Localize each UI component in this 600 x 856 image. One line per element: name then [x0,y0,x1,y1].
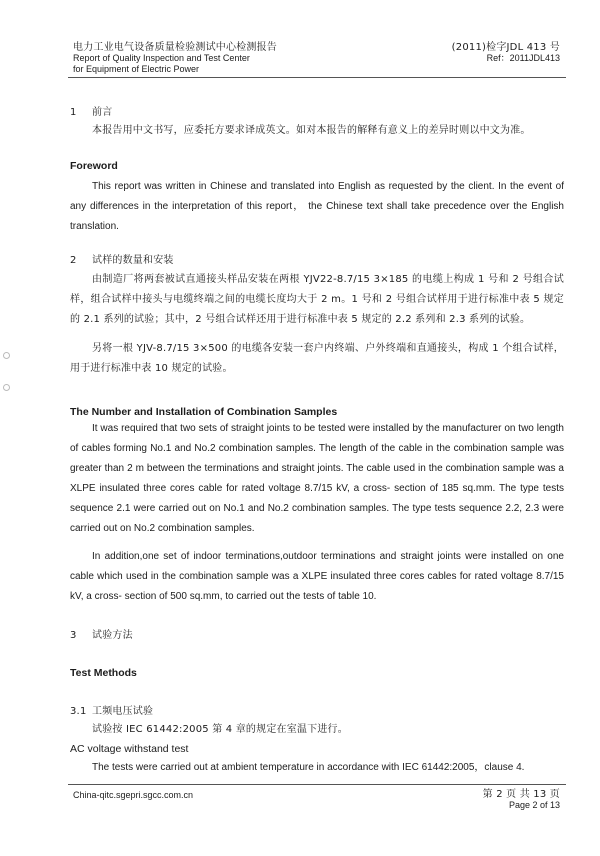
section-2-en-body-1: It was required that two sets of straight joints to be tested were installed by the manufacturer on two length of cables forming No.1 and No.2 combination samples. The length of the cable in the combination sample was greater than 2 m between the terminations and straight joints. The cable used in the combination sample was a XLPE insulated three cores cable for rated voltage 8.7/15 kV, a cross- section of 185 sq.mm. The type tests sequence 2.1 were carried out on No.1 and No.2 combination samples. The type tests sequence 2.2, 2.3 were carried out on No.2 combination samples. [70,423,564,534]
page-number-en: Page 2 of 13 [508,800,560,810]
page-number-cn: 第 2 页 共 13 页 [482,789,560,800]
section-3-en-heading: Test Methods [70,667,137,679]
section-3-heading [70,626,564,646]
section-2-body-1: 由制造厂将两套被试直通接头样品安装在两根 YJV22-8.7/15 3×185 的电缆上构成 1 号和 2 号组合试样，组合试样中接头与电缆终端之间的电缆长度均大于 2 m。1 号和 2 号组合试样用于进行标准中表 5 规定的 2.1 系列的试验；其中，2 号组合试样还用于进行标准中表 5 规定的 2.2 系列和 2.3 系列的试验。 [70,274,564,325]
binding-hole-mark [3,384,10,391]
footer-website: China-qitc.sgepri.sgcc.com.cn [73,790,194,800]
header-cn-title: 电力工业电气设备质量检验测试中心检测报告 [73,42,277,53]
footer-pagination [483,789,560,811]
section-2-heading [70,251,564,271]
footer-divider [68,784,566,785]
section-number: 1 [70,107,77,118]
binding-hole-mark [3,352,10,359]
section-2-en-heading: The Number and Installation of Combination Samples [70,406,338,418]
section-2-en-body-2: In addition,one set of indoor terminations,outdoor terminations and straight joints were installed on one cable which used in the combination sample was a XLPE insulated three cores cables for rated voltage 8.7/15 kV, a cross- section of 500 sq.mm, to carried out the tests of table 10. [70,551,564,602]
report-ref: Ref：2011JDL413 [486,53,560,63]
subsection-3-1-body: 试验按 IEC 61442:2005 第 4 章的规定在室温下进行。 [92,724,348,735]
report-number: (2011)检字JDL 413 号 [451,42,560,53]
header-en-title-1: Report of Quality Inspection and Test Center [73,53,250,63]
section-number: 3 [70,630,77,641]
subsection-title: 工频电压试验 [92,706,154,717]
foreword-body: This report was written in Chinese and translated into English as requested by the client. In the event of any differences in the interpretation of this report， the Chinese text shall take precedence over the English translation. [70,181,564,232]
foreword-heading: Foreword [70,160,118,172]
subsection-3-1-en-heading: AC voltage withstand test [70,743,189,755]
subsection-number: 3.1 [70,706,87,717]
section-number: 2 [70,255,77,266]
section-2-body-2: 另将一根 YJV-8.7/15 3×500 的电缆各安装一套户内终端、户外终端和直通接头，构成 1 个组合试样，用于进行标准中表 10 规定的试验。 [70,343,564,374]
header-en-title-2: for Equipment of Electric Power [73,64,200,74]
header-left [73,42,277,75]
subsection-3-1-en-body: The tests were carried out at ambient temperature in accordance with IEC 61442:2005，clause 4. [92,762,525,773]
section-title: 试样的数量和安装 [92,255,174,266]
section-1-body: 本报告用中文书写，应委托方要求译成英文。如对本报告的解释有意义上的差异时则以中文为准。 [92,125,531,136]
section-1-heading [70,103,564,123]
section-title: 试验方法 [92,630,133,641]
subsection-3-1-heading [70,702,564,722]
header-right [452,42,560,64]
header-divider [68,77,566,78]
section-title: 前言 [92,107,113,118]
